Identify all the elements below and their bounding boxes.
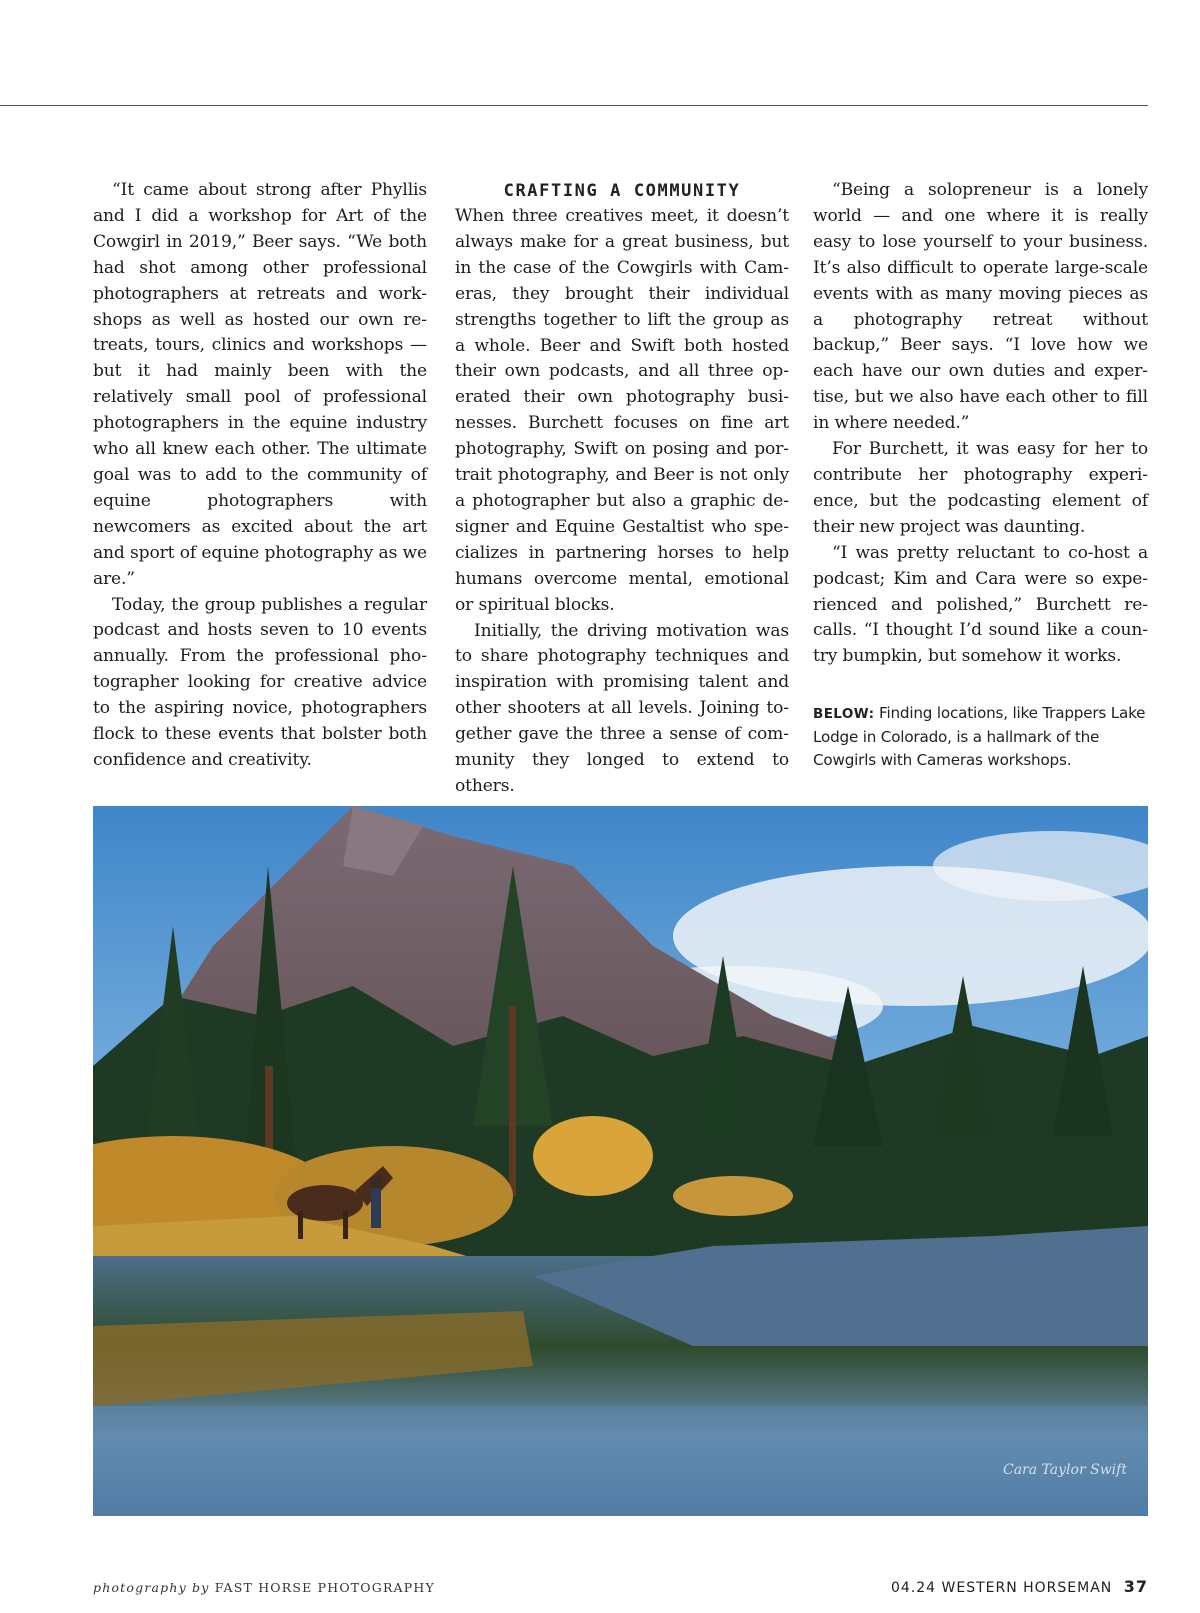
photo-watermark: Cara Taylor Swift — [1003, 1462, 1127, 1478]
paragraph: Initially, the driving motivation was to share photography techniques and inspiration with promising talent and other shooters at all levels. Joining together gave the three a sense of community they longed to extend to others. — [455, 620, 789, 796]
article-column-2 — [455, 178, 789, 800]
section-subhead: CRAFTING A COMMUNITY — [503, 181, 741, 201]
paragraph: For Burchett, it was easy for her to contribute her photography experience, but the podcasting element of their new project was daunting. — [813, 439, 1148, 537]
page-folio — [891, 1577, 1148, 1596]
landscape-photo — [93, 806, 1148, 1516]
paragraph: “I was pretty reluctant to co-host a podcast; Kim and Cara were so experienced and polished,” Burchett recalls. “I thought I’d sound like a country bumpkin, but somehow it works. — [813, 542, 1148, 667]
photo-credit — [93, 1580, 435, 1595]
credit-prefix: photography by — [93, 1580, 210, 1595]
issue-date: 04.24 — [890, 1580, 937, 1596]
article-column-1 — [93, 178, 427, 774]
article-column-3 — [813, 178, 1148, 772]
paragraph: “Being a solopreneur is a lonely world — and one where it is really easy to lose yourself to your business. It’s also difficult to operate large-scale events with as many moving pieces as a photography retreat without backup,” Beer says. “I love how we each have our own duties and expertise, but we also have each other to fill in where needed.” — [813, 180, 1148, 434]
page-number: 37 — [1123, 1577, 1148, 1596]
photo-caption — [813, 702, 1148, 772]
top-rule — [0, 105, 1148, 106]
caption-lead: BELOW: — [813, 706, 875, 723]
paragraph: “It came about strong after Phyllis and I did a workshop for Art of the Cowgirl in 2019,” Beer says. “We both had shot among other professional photographers at retreats and workshops as well as hosted our own retreats, tours, clinics and workshops — but it had mainly been with the relatively small pool of professional photographers in the equine industry who all knew each other. The ultimate goal was to add to the community of equine photographers with newcomers as excited about the art and sport of equine photography as we are.” — [93, 180, 427, 589]
paragraph: When three creatives meet, it doesn’t always make for a great business, but in the case of the Cowgirls with Cameras, they brought their individual strengths together to lift the group as a whole. Beer and Swift both hosted their own podcasts, and all three operated their own photography businesses. Burchett focuses on fine art photography, Swift on posing and portrait photography, and Beer is not only a photographer but also a graphic designer and Equine Gestaltist who specializes in partnering horses to help humans overcome mental, emotional or spiritual blocks. — [455, 206, 789, 615]
credit-name: FAST HORSE PHOTOGRAPHY — [214, 1580, 435, 1595]
paragraph: Today, the group publishes a regular podcast and hosts seven to 10 events annually. From the professional photographer looking for creative advice to the aspiring novice, photographers flock to these events that bolster both confidence and creativity. — [93, 594, 427, 770]
caption-text: Finding locations, like Trappers Lake Lodge in Colorado, is a hallmark of the Cowgirls with Cameras workshops. — [813, 704, 1146, 770]
magazine-name: WESTERN HORSEMAN — [941, 1580, 1113, 1596]
